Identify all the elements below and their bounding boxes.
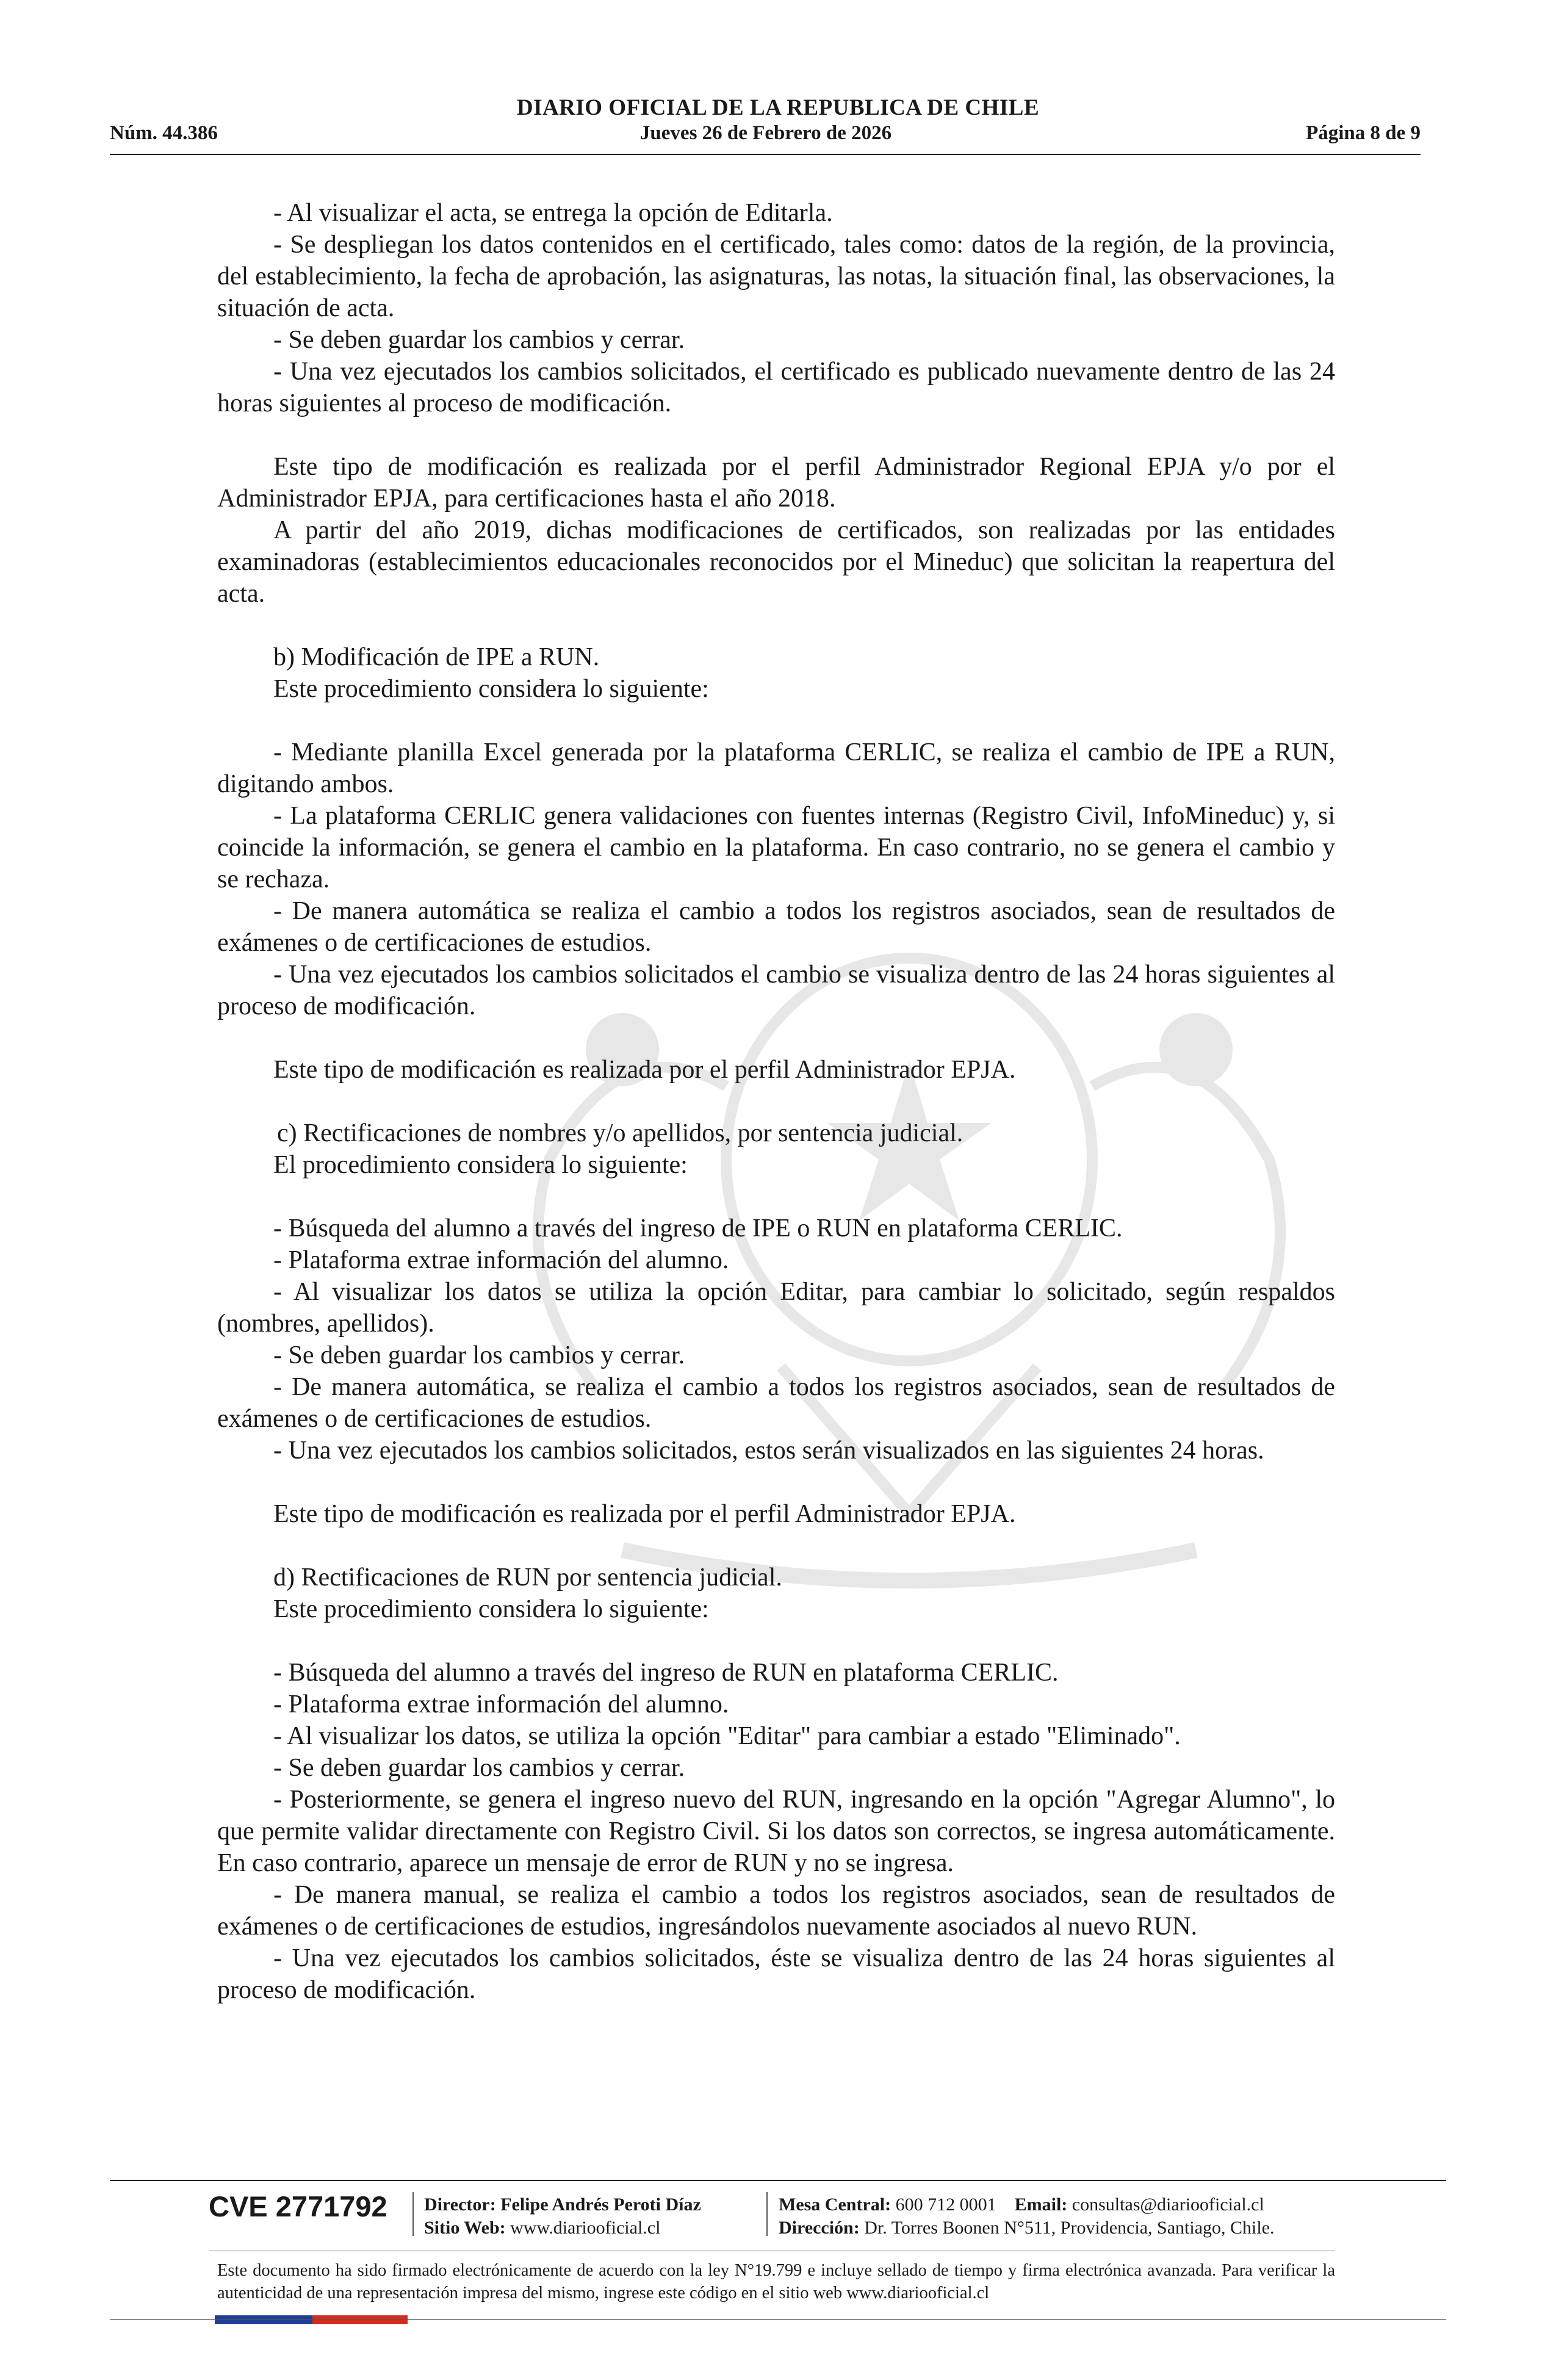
site-link[interactable]: www.diariooficial.cl xyxy=(510,2218,661,2238)
footer-separator xyxy=(412,2192,414,2236)
issue-date: Jueves 26 de Febrero de 2026 xyxy=(639,122,892,144)
paragraph: - Al visualizar los datos, se utiliza la opción "Editar" para cambiar a estado "Eliminado". xyxy=(273,1722,1181,1750)
section-intro: El procedimiento considera lo siguiente: xyxy=(273,1151,688,1179)
paragraph: - De manera manual, se realiza el cambio a todos los registros asociados, sean de resultados de exámenes o de certificaciones de estudios, ingresándolos nuevamente asociados al nuevo RUN. xyxy=(217,1881,1335,1941)
phone-number: 600 712 0001 xyxy=(895,2194,996,2215)
paragraph: - La plataforma CERLIC genera validaciones con fuentes internas (Registro Civil, InfoMineduc) y, si coincide la información, se genera el cambio en la plataforma. En caso contrario, no se genera el cambio y se rechaza. xyxy=(217,802,1335,893)
footer-bottom-rule xyxy=(110,2319,1446,2320)
phone-label: Mesa Central: xyxy=(779,2194,891,2215)
paragraph: - Al visualizar los datos se utiliza la opción Editar, para cambiar lo solicitado, según respaldos (nombres, apellidos). xyxy=(217,1278,1335,1338)
email-link[interactable]: consultas@diariooficial.cl xyxy=(1072,2194,1264,2215)
paragraph: - Plataforma extrae información del alumno. xyxy=(273,1246,729,1274)
section-intro: Este procedimiento considera lo siguiente: xyxy=(273,1595,709,1623)
paragraph: - Al visualizar el acta, se entrega la opción de Editarla. xyxy=(273,199,833,227)
paragraph: Este tipo de modificación es realizada por el perfil Administrador Regional EPJA y/o por el Administrador EPJA, para certificaciones hasta el año 2018. xyxy=(217,453,1335,513)
paragraph: - Mediante planilla Excel generada por la plataforma CERLIC, se realiza el cambio de IPE a RUN, digitando ambos. xyxy=(217,738,1335,798)
legal-notice: Este documento ha sido firmado electrónicamente de acuerdo con la ley N°19.799 e incluye sellado de tiempo y firma electrónica avanzada. Para verificar la autenticidad de una representación impresa del mismo, ingrese este código en el sitio web www.diariooficial.cl xyxy=(217,2261,1335,2302)
paragraph: - De manera automática se realiza el cambio a todos los registros asociados, sean de resultados de exámenes o de certificaciones de estudios. xyxy=(217,897,1335,957)
paragraph: - Se despliegan los datos contenidos en el certificado, tales como: datos de la región, de la provincia, del establecimiento, la fecha de aprobación, las asignaturas, las notas, la situación final, las observaciones, la situación de acta. xyxy=(217,231,1335,322)
document-body xyxy=(217,197,1335,2006)
flag-stripe-red xyxy=(312,2315,408,2324)
paragraph: - Búsqueda del alumno a través del ingreso de IPE o RUN en plataforma CERLIC. xyxy=(273,1214,1123,1242)
cve-code: CVE 2771792 xyxy=(209,2190,387,2223)
section-intro: Este procedimiento considera lo siguiente: xyxy=(273,675,709,703)
email-label: Email: xyxy=(1014,2194,1068,2215)
paragraph: Este tipo de modificación es realizada por el perfil Administrador EPJA. xyxy=(273,1056,1016,1084)
director-name: Felipe Andrés Peroti Díaz xyxy=(500,2194,701,2215)
footer-separator xyxy=(766,2192,768,2236)
section-title-d: d) Rectificaciones de RUN por sentencia judicial. xyxy=(273,1563,782,1592)
paragraph: - Se deben guardar los cambios y cerrar. xyxy=(273,1754,685,1782)
paragraph: - Búsqueda del alumno a través del ingreso de RUN en plataforma CERLIC. xyxy=(273,1659,1059,1687)
paragraph: - Posteriormente, se genera el ingreso nuevo del RUN, ingresando en la opción "Agregar Alumno", lo que permite validar directamente con Registro Civil. Si los datos son correctos, se ingresa automáticamente. En caso contrario, aparece un mensaje de error de RUN y no se ingresa. xyxy=(217,1786,1335,1877)
address-text: Dr. Torres Boonen N°511, Providencia, Santiago, Chile. xyxy=(864,2218,1275,2238)
paragraph: - Se deben guardar los cambios y cerrar. xyxy=(273,326,685,354)
paragraph: A partir del año 2019, dichas modificaciones de certificados, son realizadas por las entidades examinadoras (establecimientos educacionales reconocidos por el Mineduc) que solicitan la reapertura del acta. xyxy=(217,516,1335,608)
header-divider xyxy=(110,154,1421,155)
address-label: Dirección: xyxy=(779,2218,860,2238)
paragraph: - Una vez ejecutados los cambios solicitados, estos serán visualizados en las siguientes 24 horas. xyxy=(273,1437,1264,1465)
paragraph: - De manera automática, se realiza el cambio a todos los registros asociados, sean de resultados de exámenes o de certificaciones de estudios. xyxy=(217,1373,1335,1433)
director-label: Director: xyxy=(424,2194,496,2215)
flag-stripe-blue xyxy=(215,2315,312,2324)
paragraph: - Se deben guardar los cambios y cerrar. xyxy=(273,1341,685,1369)
site-label: Sitio Web: xyxy=(424,2218,506,2238)
section-title-c: c) Rectificaciones de nombres y/o apellidos, por sentencia judicial. xyxy=(277,1119,963,1147)
page-indicator: Página 8 de 9 xyxy=(1306,122,1421,144)
footer-divider xyxy=(110,2180,1446,2181)
paragraph: - Una vez ejecutados los cambios solicitados, el certificado es publicado nuevamente dentro de las 24 horas siguientes al proceso de modificación. xyxy=(217,358,1335,417)
paragraph: - Plataforma extrae información del alumno. xyxy=(273,1690,729,1718)
issue-number: Núm. 44.386 xyxy=(110,122,218,144)
paragraph: Este tipo de modificación es realizada por el perfil Administrador EPJA. xyxy=(273,1500,1016,1528)
footer-director-block xyxy=(424,2193,701,2240)
newspaper-title: DIARIO OFICIAL DE LA REPUBLICA DE CHILE xyxy=(516,95,1040,120)
section-title-b: b) Modificación de IPE a RUN. xyxy=(273,643,600,671)
paragraph: - Una vez ejecutados los cambios solicitados el cambio se visualiza dentro de las 24 horas siguientes al proceso de modificación. xyxy=(217,961,1335,1020)
paragraph: - Una vez ejecutados los cambios solicitados, éste se visualiza dentro de las 24 horas siguientes al proceso de modificación. xyxy=(217,1944,1335,2004)
footer-contact-block xyxy=(779,2193,1275,2240)
